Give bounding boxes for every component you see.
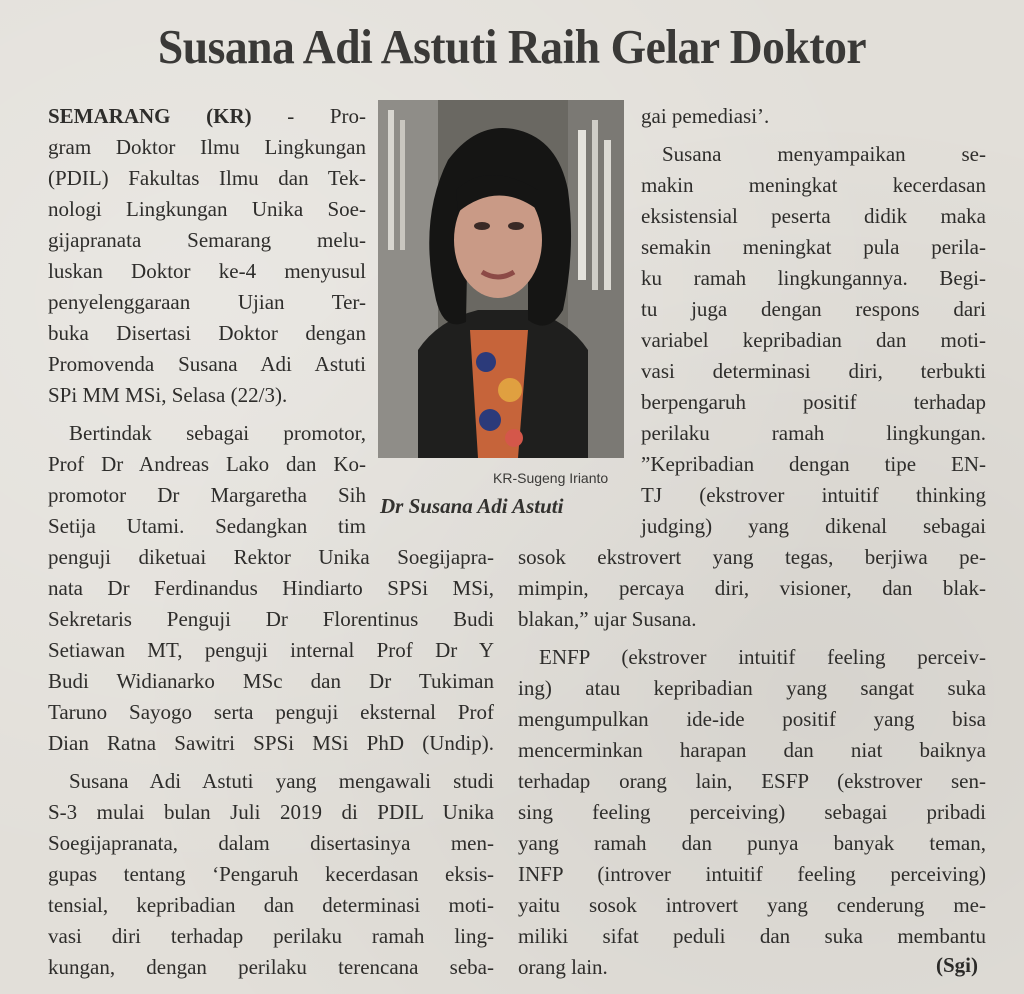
text-line: yaitu sosok introvert yang cenderung me- — [518, 893, 986, 917]
text-line: yang ramah dan punya banyak teman, — [518, 831, 986, 855]
dateline: SEMARANG (KR) — [48, 104, 252, 128]
text-line: judging) yang dikenal sebagai — [641, 514, 986, 538]
text-line: Sekretaris Penguji Dr Florentinus Budi — [48, 607, 494, 631]
text-line: ENFP (ekstrover intuitif feeling perceiv- — [539, 645, 986, 669]
portrait-photo — [378, 100, 624, 458]
headline: Susana Adi Astuti Raih Gelar Doktor — [157, 19, 867, 74]
dateline-continuation: - Pro- — [251, 104, 366, 128]
text-line: penguji diketuai Rektor Unika Soegijapra- — [48, 545, 494, 569]
text-line: promotor Dr Margaretha Sih — [48, 483, 366, 507]
text-line: SPi MM MSi, Selasa (22/3). — [48, 383, 288, 407]
text-line: ing) atau kepribadian yang sangat suka — [518, 676, 986, 700]
portrait-illustration — [378, 100, 624, 458]
text-line: mencerminkan harapan dan niat baiknya — [518, 738, 986, 762]
text-line: gijapranata Semarang melu- — [48, 228, 366, 252]
text-line: mimpin, percaya diri, visioner, dan blak- — [518, 576, 986, 600]
text-line: orang lain. — [518, 955, 608, 979]
text-line: blakan,” ujar Susana. — [518, 607, 697, 631]
text-line: kungan, dengan perilaku terencana seba- — [48, 955, 494, 979]
text-line: miliki sifat peduli dan suka membantu — [518, 924, 986, 948]
text-line: Setija Utami. Sedangkan tim — [48, 514, 366, 538]
text-line: Budi Widianarko MSc dan Dr Tukiman — [48, 669, 494, 693]
text-line: tu juga dengan respons dari — [641, 297, 986, 321]
text-line: luskan Doktor ke-4 menyusul — [48, 259, 366, 283]
text-line: gai pemediasi’. — [641, 104, 770, 128]
text-line: ”Kepribadian dengan tipe EN- — [641, 452, 986, 476]
text-line: vasi determinasi diri, terbukti — [641, 359, 986, 383]
text-line: Prof Dr Andreas Lako dan Ko- — [48, 452, 366, 476]
text-line: Susana menyampaikan se- — [662, 142, 986, 166]
text-line: penyelenggaraan Ujian Ter- — [48, 290, 366, 314]
text-line: terhadap orang lain, ESFP (ekstrover sen- — [518, 769, 986, 793]
text-line: Susana Adi Astuti yang mengawali studi — [69, 769, 494, 793]
text-line: gupas tentang ‘Pengaruh kecerdasan eksis- — [48, 862, 494, 886]
text-line: Dian Ratna Sawitri SPSi MSi PhD (Undip). — [48, 731, 494, 755]
text-line: perilaku ramah lingkungan. — [641, 421, 986, 445]
text-line: INFP (introver intuitif feeling perceiving) — [518, 862, 986, 886]
text-line: nata Dr Ferdinandus Hindiarto SPSi MSi, — [48, 576, 494, 600]
text-line: buka Disertasi Doktor dengan — [48, 321, 366, 345]
text-line: gram Doktor Ilmu Lingkungan — [48, 135, 366, 159]
text-line: vasi diri terhadap perilaku ramah ling- — [48, 924, 494, 948]
photo-credit: KR-Sugeng Irianto — [493, 470, 609, 486]
text-line: mengumpulkan ide-ide positif yang bisa — [518, 707, 986, 731]
text-line: nologi Lingkungan Unika Soe- — [48, 197, 366, 221]
text-line: Taruno Sayogo serta penguji eksternal Prof — [48, 700, 494, 724]
text-line: TJ (ekstrover intuitif thinking — [641, 483, 986, 507]
author-signature: (Sgi) — [936, 953, 978, 977]
text-line: sing feeling perceiving) sebagai pribadi — [518, 800, 986, 824]
text-line: eksistensial peserta didik maka — [641, 204, 986, 228]
text-line: semakin meningkat pula perila- — [641, 235, 986, 259]
text-line — [48, 101, 366, 131]
text-line: tensial, kepribadian dan determinasi moti- — [48, 893, 494, 917]
text-line: Promovenda Susana Adi Astuti — [48, 352, 366, 376]
text-line: berpengaruh positif terhadap — [641, 390, 986, 414]
text-line: Bertindak sebagai promotor, — [69, 421, 366, 445]
text-line: (PDIL) Fakultas Ilmu dan Tek- — [48, 166, 366, 190]
photo-caption: Dr Susana Adi Astuti — [380, 494, 564, 518]
text-line: sosok ekstrovert yang tegas, berjiwa pe- — [518, 545, 986, 569]
text-line: ku ramah lingkungannya. Begi- — [641, 266, 986, 290]
text-line: makin meningkat kecerdasan — [641, 173, 986, 197]
text-line: S-3 mulai bulan Juli 2019 di PDIL Unika — [48, 800, 494, 824]
text-line: Setiawan MT, penguji internal Prof Dr Y — [48, 638, 494, 662]
text-line: Soegijapranata, dalam disertasinya men- — [48, 831, 494, 855]
text-line: variabel kepribadian dan moti- — [641, 328, 986, 352]
